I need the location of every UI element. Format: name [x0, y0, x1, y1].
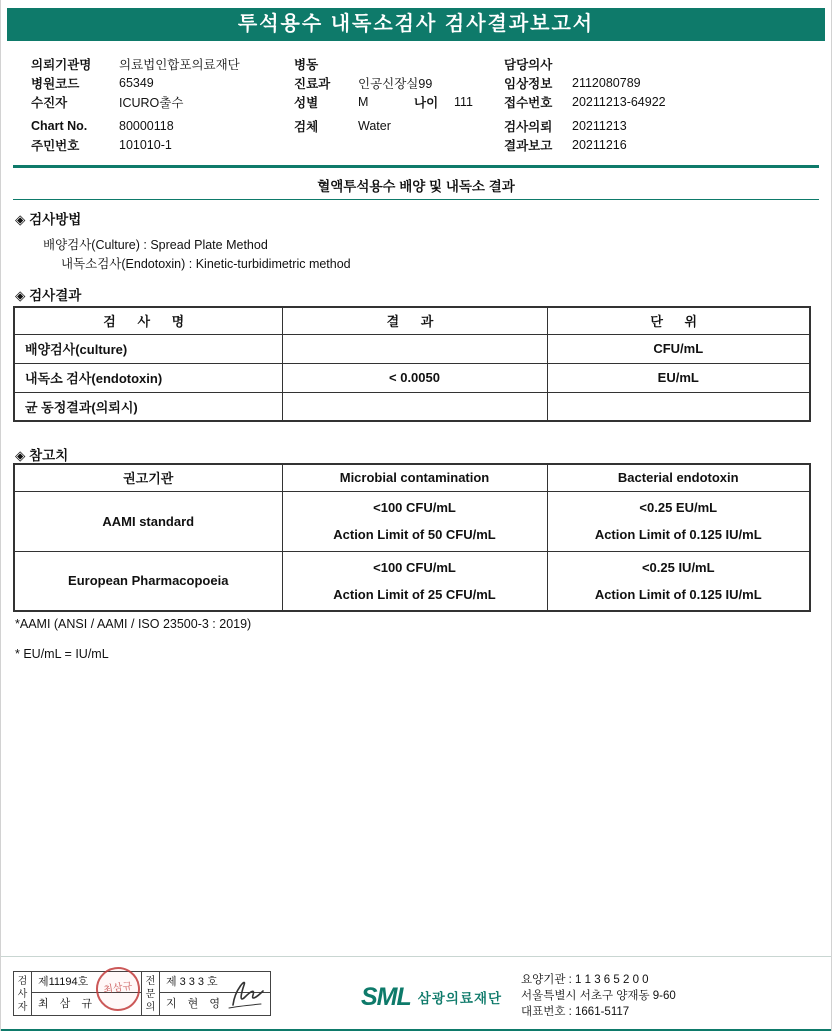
- info-value: 인공신장실99: [358, 76, 433, 91]
- info-row: [504, 116, 826, 135]
- info-label: 임상정보: [504, 76, 553, 91]
- report-banner: [7, 8, 825, 41]
- info-value: 101010-1: [119, 137, 172, 152]
- reference-header-endotoxin: Bacterial endotoxin: [547, 464, 810, 491]
- info-label: 수진자: [31, 95, 68, 110]
- specialist-name: 지 현 영: [166, 998, 224, 1010]
- microbial-limit: <100 CFU/mL: [373, 559, 456, 575]
- org-phone: 대표번호 : 1661-5117: [521, 1006, 630, 1018]
- info-value: 20211213-64922: [572, 94, 666, 109]
- section-divider-top: [13, 165, 819, 168]
- sml-logo-icon: SML: [361, 983, 411, 1011]
- info-row: [294, 116, 502, 135]
- microbial-action-limit: Action Limit of 50 CFU/mL: [333, 527, 496, 542]
- info-row: [504, 73, 826, 92]
- reference-header-org: 권고기관: [14, 464, 282, 491]
- organization-name: 삼광의료재단: [417, 991, 503, 1006]
- result-header-result: 결 과: [282, 307, 547, 334]
- red-seal-stamp-icon: 최삼규: [93, 964, 143, 1014]
- organization-contact: [521, 972, 676, 1020]
- info-label: 주민번호: [31, 138, 80, 153]
- endotoxin-limit: <0.25 IU/mL: [641, 559, 715, 575]
- info-label: 병동: [294, 57, 319, 72]
- info-value: Water: [358, 118, 391, 133]
- info-row: [31, 54, 293, 73]
- page-title: 투석용수 내독소검사 검사결과보고서: [237, 13, 595, 35]
- info-value: ICURO출수: [119, 95, 184, 110]
- info-column-right: [504, 54, 826, 154]
- test-name: 배양검사(culture): [14, 334, 282, 363]
- microbial-action-limit: Action Limit of 25 CFU/mL: [333, 586, 496, 602]
- info-label: 병원코드: [31, 76, 80, 91]
- info-label: 결과보고: [504, 138, 553, 153]
- endotoxin-limit: <0.25 EU/mL: [639, 500, 718, 515]
- info-row: [504, 92, 826, 111]
- info-label: 의뢰기관명: [31, 57, 92, 72]
- info-value-age: 111: [454, 94, 474, 109]
- info-row: [294, 73, 502, 92]
- microbial-limit: <100 CFU/mL: [373, 500, 456, 515]
- info-row: [504, 135, 826, 154]
- test-unit: CFU/mL: [547, 334, 810, 363]
- info-row: [31, 116, 293, 135]
- info-label: 진료과: [294, 76, 331, 91]
- info-value: M: [358, 94, 369, 109]
- info-label-age: 나이: [414, 95, 439, 110]
- result-row-identification: [14, 392, 810, 421]
- result-header-name: 검 사 명: [14, 307, 282, 334]
- endotoxin-action-limit: Action Limit of 0.125 IU/mL: [594, 527, 762, 542]
- reference-endotoxin: [547, 491, 810, 551]
- test-name: 내독소 검사(endotoxin): [14, 363, 282, 392]
- info-row-sex-age: [294, 92, 502, 111]
- reference-row-aami: [14, 491, 810, 551]
- result-row-endotoxin: [14, 363, 810, 392]
- footer-divider: [1, 956, 831, 957]
- info-row: [504, 54, 826, 73]
- info-value: 2112080789: [572, 75, 641, 90]
- info-label: 담당의사: [504, 57, 553, 72]
- examiner-name: 최 삼 규: [38, 998, 96, 1010]
- info-row: [31, 135, 293, 154]
- reference-table-header-row: [14, 464, 810, 491]
- info-value: 80000118: [119, 118, 174, 133]
- reference-header-microbial: Microbial contamination: [282, 464, 547, 491]
- result-heading: ◈ 검사결과: [15, 288, 82, 303]
- test-name: 균 동정결과(의뢰시): [14, 392, 282, 421]
- info-label: 검사의뢰: [504, 119, 553, 134]
- info-value: 20211216: [572, 137, 627, 152]
- info-label: 성별: [294, 95, 319, 110]
- reference-microbial: [282, 551, 547, 611]
- test-result: [282, 392, 547, 421]
- signature-box: [13, 971, 271, 1016]
- reference-heading: ◈ 참고치: [15, 448, 69, 463]
- info-value: 20211213: [572, 118, 627, 133]
- specialist-cert-cell: [160, 972, 270, 1015]
- org-care-facility-no: 요양기관 : 1 1 3 6 5 2 0 0: [521, 974, 649, 986]
- test-result: [282, 334, 547, 363]
- reference-endotoxin: [547, 551, 810, 611]
- test-result: < 0.0050: [282, 363, 547, 392]
- reference-microbial: [282, 491, 547, 551]
- specialist-cert-no: 제333호: [160, 972, 270, 993]
- reference-table: [13, 463, 811, 612]
- org-address: 서울특별시 서초구 양재동 9-60: [521, 990, 676, 1002]
- endotoxin-action-limit: Action Limit of 0.125 IU/mL: [594, 586, 762, 602]
- info-row: [31, 92, 293, 111]
- info-value: 의료법인합포의료재단: [119, 57, 240, 72]
- footnote-eu-iu: * EU/mL = IU/mL: [15, 647, 109, 661]
- section-title: 혈액투석용수 배양 및 내독소 결과: [317, 179, 515, 194]
- reference-row-european-pharmacopoeia: [14, 551, 810, 611]
- test-unit: [547, 392, 810, 421]
- info-label: 검체: [294, 119, 319, 134]
- method-culture-line: 배양검사(Culture) : Spread Plate Method: [43, 238, 268, 252]
- result-row-culture: [14, 334, 810, 363]
- info-label: Chart No.: [31, 118, 88, 133]
- info-column-middle: [294, 54, 502, 135]
- info-label: 접수번호: [504, 95, 553, 110]
- result-table: [13, 306, 811, 422]
- info-value: 65349: [119, 75, 154, 90]
- reference-org: AAMI standard: [14, 491, 282, 551]
- reference-org: European Pharmacopoeia: [14, 551, 282, 611]
- info-row: [31, 73, 293, 92]
- method-heading: ◈ 검사방법: [15, 212, 82, 227]
- section-divider-bottom: [13, 199, 819, 200]
- specialist-role-label: 전문의: [142, 972, 160, 1015]
- method-endotoxin-line: 내독소검사(Endotoxin) : Kinetic-turbidimetric method: [61, 257, 351, 271]
- examiner-role-label: 검사자: [14, 972, 32, 1015]
- info-row: [294, 54, 502, 73]
- footnote-aami: *AAMI (ANSI / AAMI / ISO 23500-3 : 2019): [15, 617, 252, 631]
- result-table-header-row: [14, 307, 810, 334]
- result-header-unit: 단 위: [547, 307, 810, 334]
- info-column-left: [31, 54, 293, 154]
- organization-logo: [361, 984, 502, 1010]
- specialist-signature-icon: [225, 975, 267, 1013]
- test-unit: EU/mL: [547, 363, 810, 392]
- examiner-cert-no: 제11194호: [32, 972, 141, 993]
